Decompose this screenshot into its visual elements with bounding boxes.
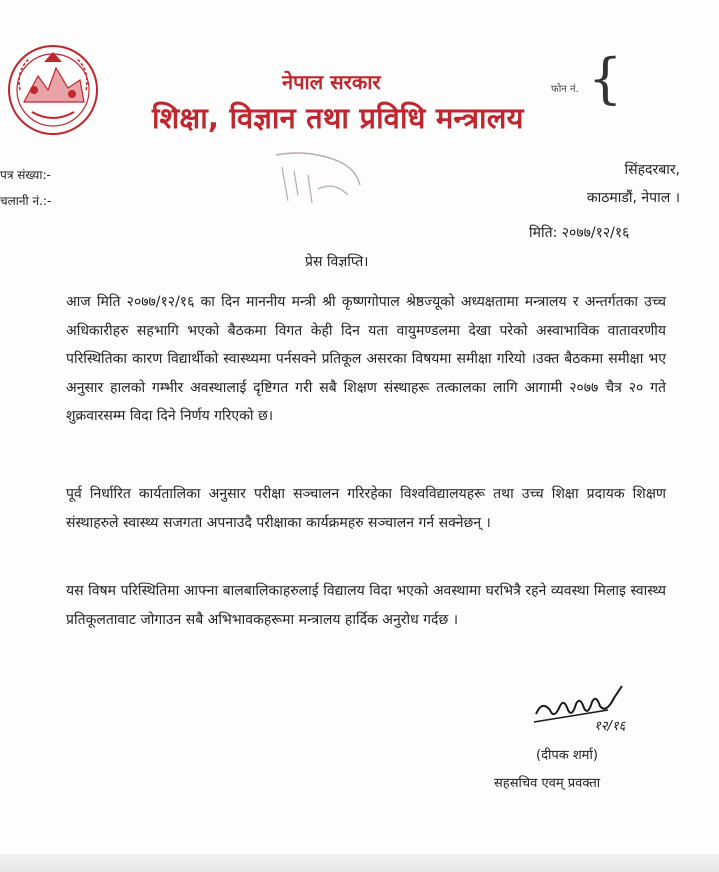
office-address bbox=[560, 156, 680, 212]
ministry-name: शिक्षा, विज्ञान तथा प्रविधि मन्त्रालय bbox=[152, 101, 524, 135]
handwritten-signature bbox=[530, 680, 650, 750]
signatory-name: (दीपक शर्मा) bbox=[536, 748, 598, 763]
letter-date: मिति: २०७७/१२/१६ bbox=[529, 225, 630, 241]
phone-label: फोन नं. bbox=[551, 84, 579, 95]
address-line-2: काठमाडौं, नेपाल । bbox=[586, 190, 680, 206]
phone-brace: { bbox=[588, 47, 623, 110]
page-bottom-edge bbox=[0, 854, 719, 872]
address-line-1: सिंहदरबार, bbox=[624, 162, 680, 178]
letter-number-label: पत्र संख्या:- bbox=[0, 168, 51, 182]
government-name: नेपाल सरकार bbox=[282, 70, 381, 94]
press-release-title: प्रेस विज्ञप्ति। bbox=[305, 254, 369, 270]
signature-date: १२/१६ bbox=[594, 719, 626, 734]
dispatch-number-label: चलानी नं.:- bbox=[0, 194, 52, 208]
body-paragraph: यस विषम परिस्थितिमा आफ्ना बालबालिकाहरुलाई विद्यालय विदा भएको अवस्थामा घरभित्रै रहने व्यवस्था मिलाइ स्वास्थ्य प्रतिकूलतावाट जोगाउन सबै अभिभावकहरूमा मन्त्रालय हार्दिक अनुरोध गर्दछ । bbox=[66, 583, 666, 628]
nepal-emblem-logo bbox=[4, 40, 102, 140]
reference-block bbox=[0, 162, 51, 214]
office-stamp bbox=[268, 145, 368, 215]
body-paragraph: पूर्व निर्धारित कार्यतालिका अनुसार परीक्षा सञ्चालन गरिरहेका विश्वविद्यालयहरू तथा उच्च शिक्षा प्रदायक शिक्षण संस्थाहरुले स्वास्थ्य सजगता अपनाउदै परीक्षाका कार्यक्रमहरु सञ्चालन गर्न सक्नेछन् । bbox=[66, 486, 666, 531]
body-paragraph: आज मिति २०७७/१२/१६ का दिन माननीय मन्त्री श्री कृष्णगोपाल श्रेष्ठज्यूको अध्यक्षतामा मन्त्रालय र अन्तर्गतका उच्च अधिकारीहरु सहभागि भएको बैठकमा विगत केही दिन यता वायुमण्डलमा देखा परेको अस्वाभाविक वातावरणीय परिस्थितिका कारण विद्यार्थीको स्वास्थ्यमा पर्नसक्ने प्रतिकूल असरका विषयमा समीक्षा गरियो ।उक्त बैठकमा समीक्षा भए अनुसार हालको गम्भीर अवस्थालाई दृष्टिगत गरी सबै शिक्षण संस्थाहरू तत्कालका लागि आगामी २०७७ चैत्र २० गते शुक्रवारसम्म विदा दिने निर्णय गरिएको छ। bbox=[66, 294, 666, 424]
signatory-designation: सहसचिव एवम् प्रवक्ता bbox=[494, 776, 601, 791]
